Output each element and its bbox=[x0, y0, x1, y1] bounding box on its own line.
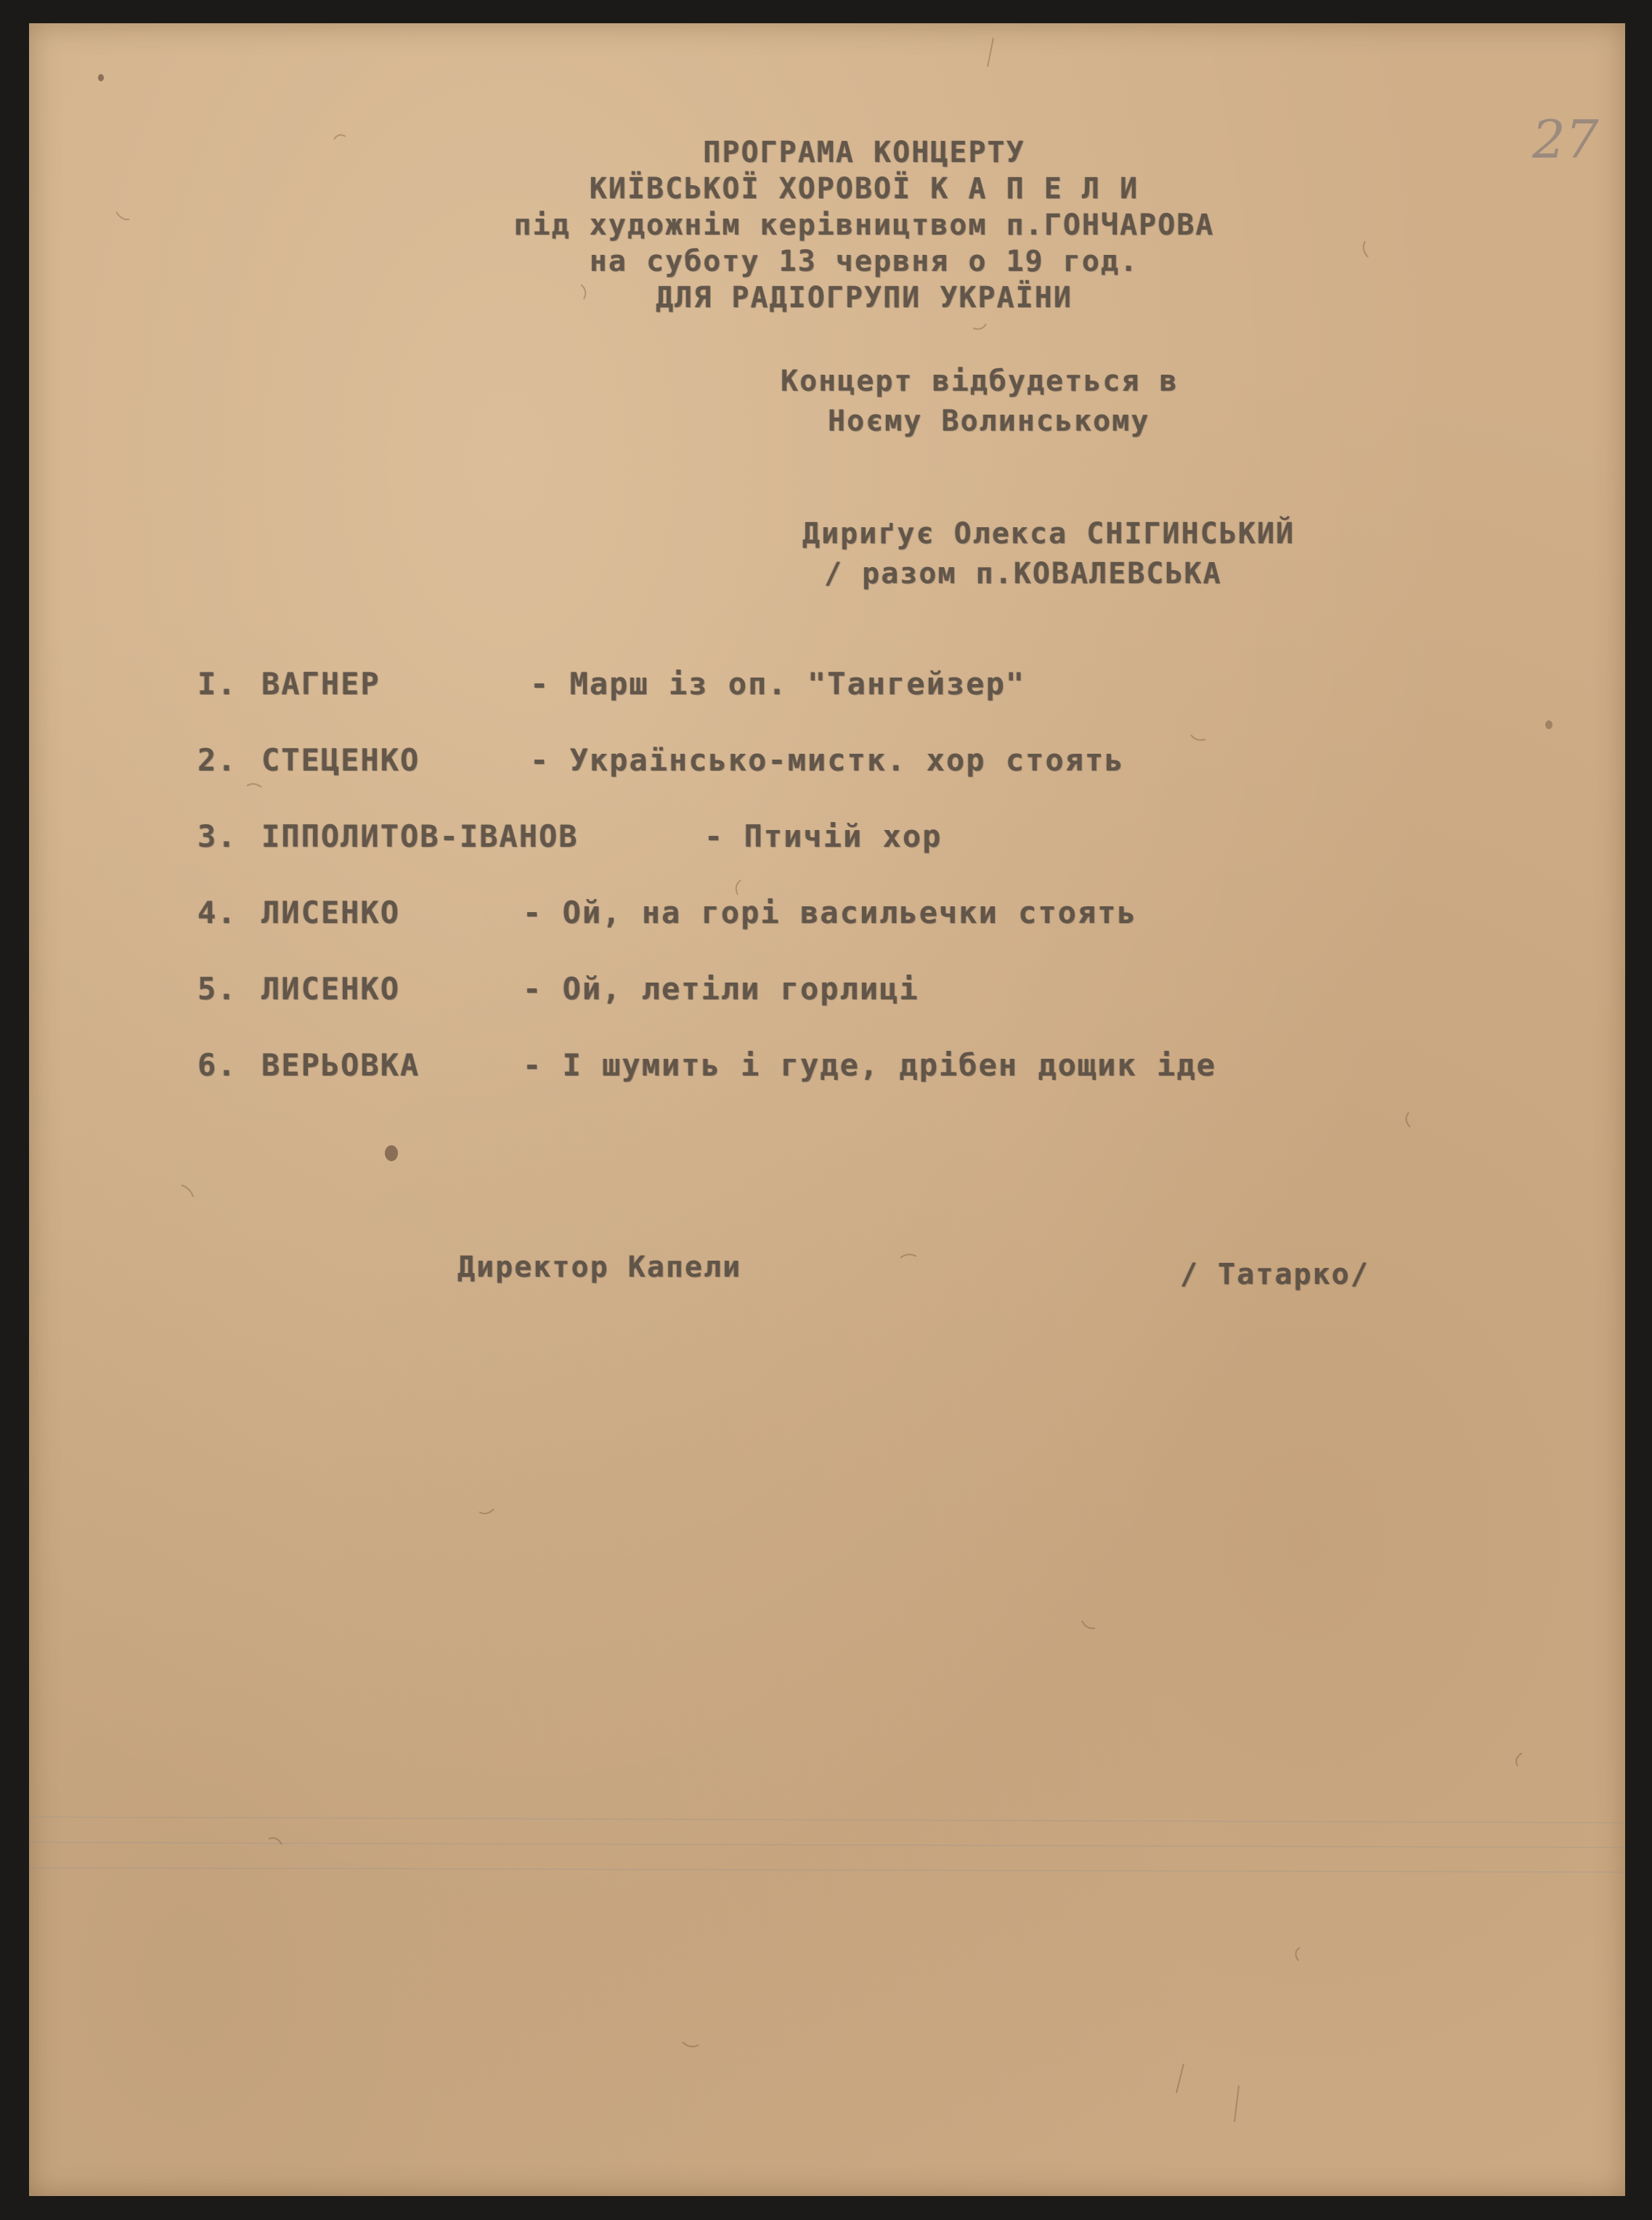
program-item-title: - І шумить і гуде, дрібен дощик іде bbox=[523, 1047, 1217, 1083]
program-item-composer: ВЕРЬОВКА bbox=[261, 1047, 420, 1083]
director-line: під художнім керівництвом п.ГОНЧАРОВА bbox=[513, 208, 1215, 242]
signature-role: Директор Капели bbox=[457, 1251, 742, 1284]
archival-typewritten-sheet bbox=[29, 23, 1625, 2196]
broadcast-line: ДЛЯ РАДІОГРУПИ УКРАЇНИ bbox=[656, 281, 1073, 314]
venue-line-1: Концерт відбудеться в bbox=[781, 365, 1179, 398]
ink-spot bbox=[98, 74, 104, 81]
ink-spot bbox=[1545, 720, 1553, 729]
program-item-title: - Ой, на горі васильечки стоять bbox=[523, 895, 1137, 930]
program-item-composer: ЛИСЕНКО bbox=[261, 971, 401, 1007]
program-item-composer: ІППОЛИТОВ-ІВАНОВ bbox=[261, 818, 579, 854]
program-item-number: 6. bbox=[198, 1047, 237, 1083]
archive-page-number: 27 bbox=[1532, 109, 1599, 170]
date-line: на суботу 13 червня о 19 год. bbox=[589, 245, 1139, 278]
conductor-line-2: / разом п.КОВАЛЕВСЬКА bbox=[824, 557, 1222, 590]
program-item-number: 2. bbox=[198, 742, 237, 778]
program-item-number: I. bbox=[198, 666, 237, 702]
program-item-composer: ЛИСЕНКО bbox=[261, 895, 401, 930]
signature-name: / Татарко/ bbox=[1180, 1258, 1370, 1291]
program-item-title: - Ой, летіли горлиці bbox=[523, 971, 919, 1007]
program-item-composer: СТЕЦЕНКО bbox=[261, 742, 420, 778]
program-item-title: - Українсько-мистк. хор стоять bbox=[530, 742, 1125, 778]
paper-texture bbox=[29, 23, 1625, 2196]
program-item-composer: ВАГНЕР bbox=[261, 666, 381, 702]
program-item-number: 3. bbox=[198, 818, 237, 854]
program-item-title: - Птичій хор bbox=[704, 818, 943, 854]
program-title: ПРОГРАМА КОНЦЕРТУ bbox=[703, 136, 1025, 169]
ink-spot bbox=[385, 1145, 398, 1161]
program-item-number: 5. bbox=[198, 971, 237, 1007]
venue-line-2: Ноєму Волинському bbox=[828, 404, 1150, 438]
program-item-title: - Марш із оп. "Тангейзер" bbox=[530, 666, 1026, 702]
choir-name: КИЇВСЬКОЇ ХОРОВОЇ К А П Е Л И bbox=[589, 172, 1139, 206]
conductor-line-1: Дириґує Олекса СНІГИНСЬКИЙ bbox=[802, 517, 1295, 550]
program-item-number: 4. bbox=[198, 895, 237, 930]
